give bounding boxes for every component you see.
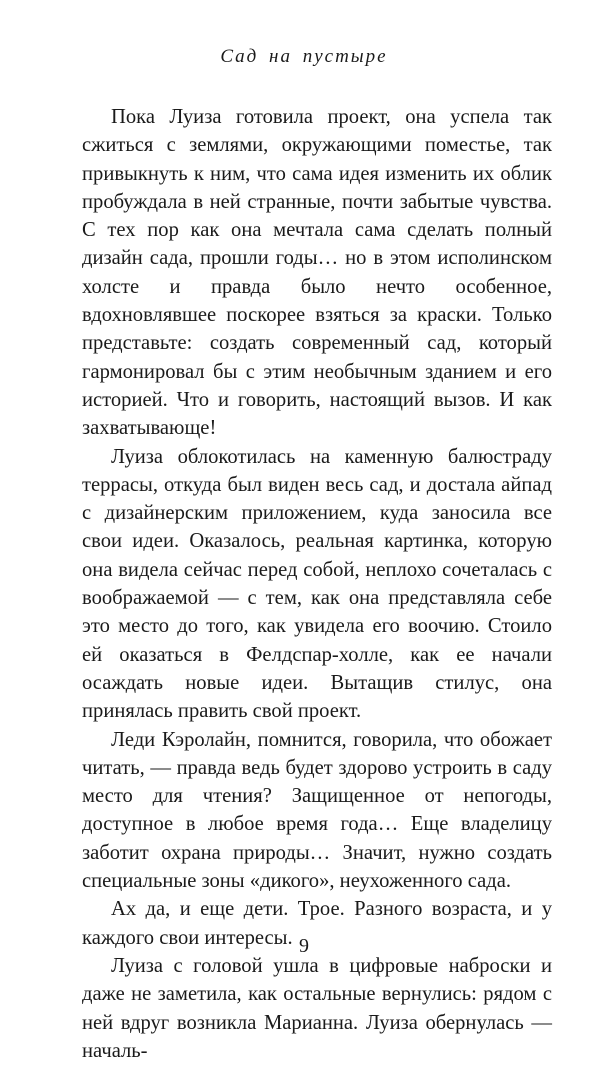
paragraph-1: Пока Луиза готовила проект, она успела так сжиться с землями, окружающими поместье, так привыкнуть к ним, что сама идея изменить их облик пробуждала в ней странные, почти забытые чувства. С тех пор как она мечтала сама сделать полный дизайн сада, прошли годы… но в этом исполинском холсте и правда было нечто особенное, вдохновлявшее поскорее взяться за краски. Только представьте: создать современный сад, который гармонировал бы с этим необычным зданием и его историей. Что и говорить, настоящий вызов. И как захватывающе! [82,106,552,440]
body-text [82,103,552,1065]
paragraph-2: Луиза облокотилась на каменную балюстраду террасы, откуда был виден весь сад, и достала айпад с дизайнерским приложением, куда заносила все свои идеи. Оказалось, реальная картинка, которую она видела сейчас перед собой, неплохо сочеталась с воображаемой — с тем, как она представляла себе это место до того, как увидела его воочию. Стоило ей оказаться в Фелдспар-холле, как ее начали осаждать новые идеи. Вытащив стилус, она принялась править свой проект. [82,445,552,723]
running-head: Сад на пустыре [220,46,388,67]
paragraph-3: Леди Кэролайн, помнится, говорила, что обожает читать, — правда ведь будет здорово устроить в саду место для чтения? Защищенное от непогоды, доступное в любое время года… Еще владелицу заботит охрана природы… Значит, нужно создать специальные зоны «дикого», неухоженного сада. [82,728,552,893]
paragraph-5: Луиза с головой ушла в цифровые наброски и даже не заметила, как остальные вернулись: рядом с ней вдруг возникла Марианна. Луиза обернулась — началь- [82,954,552,1062]
page-number: 9 [299,935,309,957]
paragraph-4: Ах да, и еще дети. Трое. Разного возраста, и у каждого свои интересы. [82,898,552,949]
